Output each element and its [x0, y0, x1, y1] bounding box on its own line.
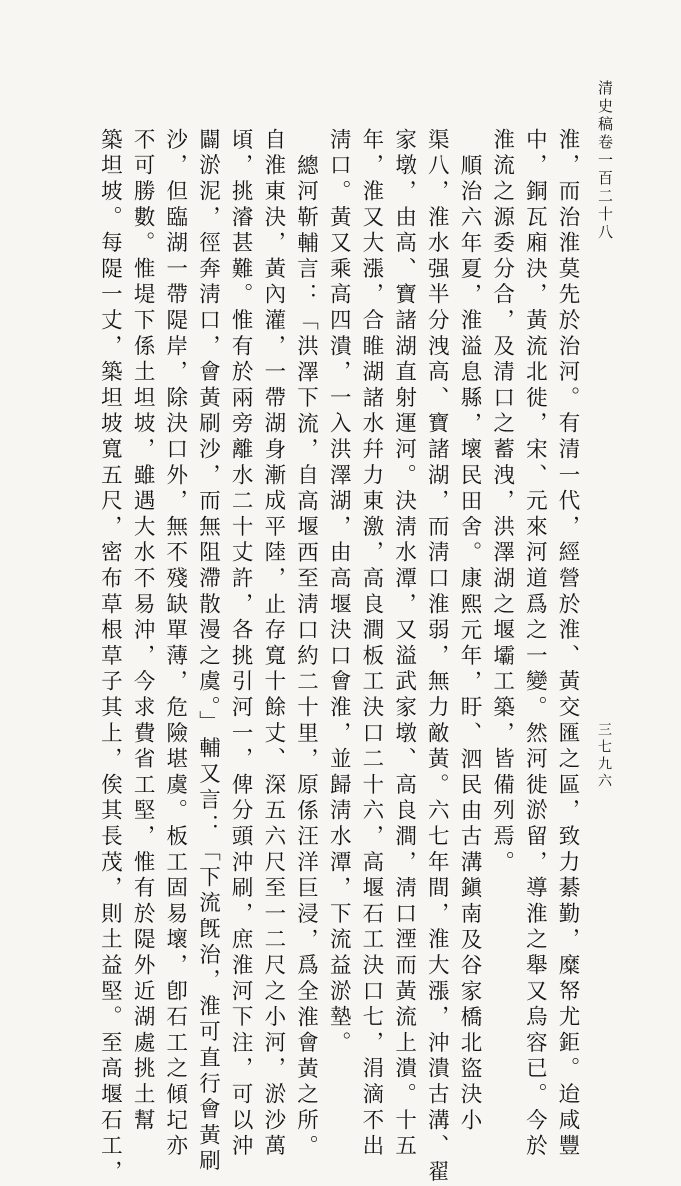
text-column: 淸口。黃又乘高四潰，一入洪澤湖，由高堰決口會淮，並歸淸水潭，下流益淤墊。 — [326, 128, 352, 1057]
text-column: 沙，但臨湖一帶隄岸，除決口外，無不殘缺單薄，危險堪虞。板工固易壞，卽石工之傾圮亦 — [162, 128, 188, 1160]
text-column: 家墩，由高、寶諸湖直射運河。決淸水潭，又溢武家墩、高良澗，淸口湮而黃流上潰。十五 — [391, 128, 417, 1160]
text-column: 不可勝數。惟堤下係土坦坡，雖遇大水不易沖，今求費省工堅，惟有於隄外近湖處挑土幫 — [130, 128, 156, 1135]
text-column: 中，銅瓦廂決，黃流北徙，宋、元來河道爲之一變。然河徙淤留，導淮之舉又烏容已。今於 — [522, 128, 548, 1160]
text-column: 闢淤泥，徑奔淸口，會黃刷沙，而無阻滯散漫之虞。」輔又言：「下流旣治，淮可直行會黃刷 — [195, 128, 221, 1176]
text-column: 築坦坡。每隄一丈，築坦坡寬五尺，密布草根草子其上，俟其長茂，則土益堅。至高堰石工， — [97, 128, 123, 1186]
running-header: 清史稿卷一百二十八 — [596, 80, 614, 242]
text-column: 年，淮又大漲，合睢湖諸水幷力東激，高良澗板工決口二十六，高堰石工決口七，涓滴不出 — [358, 128, 384, 1160]
text-column: 自淮東決，黃內灌，一帶湖身漸成平陸，止存寬十餘丈、深五六尺至一二尺之小河，淤沙萬 — [260, 128, 286, 1160]
text-column: 渠八，淮水强半分洩高、寶諸湖，而淸口淮弱，無力敵黃。六七年間，淮大漲，沖潰古溝、翟 — [424, 128, 450, 1186]
text-column: 淮流之源委分合，及清口之蓄洩，洪澤湖之堰壩工築，皆備列焉。 — [489, 128, 515, 877]
text-column: 順治六年夏，淮溢息縣，壞民田舍。康熙元年，盱、泗民由古溝鎭南及谷家橋北盜決小 — [456, 154, 482, 1135]
main-text — [97, 128, 580, 1186]
text-column: 淮，而治淮莫先於治河。有清一代，經營於淮、黃交匯之區，致力綦勤，糜帑尤鉅。迨咸豐 — [555, 128, 580, 1160]
page-number: 三七九六 — [596, 722, 612, 790]
text-column: 總河靳輔言：「洪澤下流，自高堰西至淸口約二十里，原係汪洋巨浸，爲全淮會黃之所。 — [293, 154, 319, 1161]
text-column: 頃，挑濬甚難。惟有於兩旁離水二十丈許，各挑引河一，俾分頭沖刷，庶淮河下注，可以沖 — [228, 128, 254, 1160]
